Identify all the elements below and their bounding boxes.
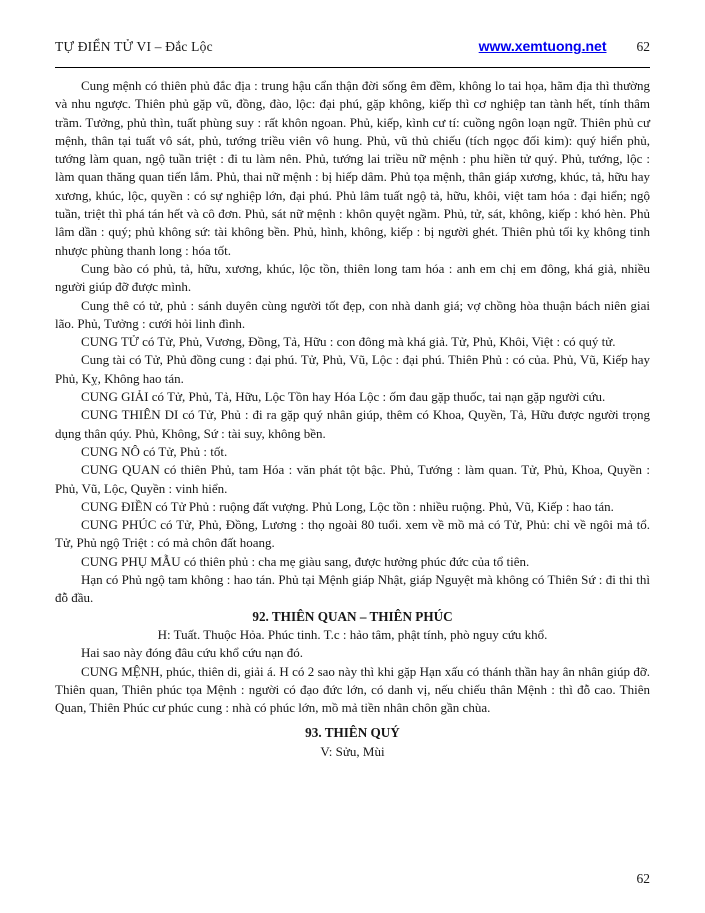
- paragraph-cung-phuc: CUNG PHÚC có Tử, Phủ, Đồng, Lương : thọ ngoài 80 tuổi. xem về mồ mả có Tử, Phủ: chỉ về ngôi mả tổ. Tử, Phủ ngộ Triệt : có mả chôn đất hoang.: [55, 517, 650, 551]
- paragraph-cung-tu: CUNG TỬ có Tử, Phủ, Vương, Đồng, Tả, Hữu : con đông mà khá giả. Tử, Phủ, Khôi, Việt : có quý tử.: [81, 334, 616, 350]
- paragraph-cung-menh: Cung mệnh có thiên phủ đắc địa : trung hậu cẩn thận đời sống êm đềm, không lo tai họa, hãm địa thì thường và nhu ngược. Thiên phủ gặp vũ, đồng, đào, lộc: đại phú, gặp không, kiếp thì cơ nghiệp tan tành hết, tính thâm trầm. Tưởng, phủ thìn, tuất phùng suy : rất khôn ngoan. Phủ, kiếp, kình cư tí: cuồng ngôn loạn ngữ. Thiên phủ cư mệnh, thân tại tuất vô sát, phủ, tướng triều viên vô hung. Phủ, vũ thủ chiếu (tích ngọc đối kim): quý hiển phủ, tướng làm quan, ngộ tuần triệt : đi tu làm nên. Phủ, tướng lai triều nữ mệnh : phu hiền tử quý. Phủ, tướng, lộc : làm quan thăng quan tiến lắm. Phủ, thai nữ mệnh : bị hiếp dâm. Phủ tọa mệnh, thân giáp xương, khúc, tả, hữu hay xương, khúc, lộc, quyền : có sự nghiệp lớn, đại phú. Phủ lâm tuất ngộ tả, hữu, khôi, việt tam hóa : đại hiển; ngộ tuần, triệt thì phá tán hết và cô đơn. Phủ, sát nữ mệnh : khôn quyệt ngầm. Phủ, tử, sát, không, kiếp : khó hèn. Phủ lâm dần : quý; phủ không sứ: tài không bền. Phủ, hình, không, kiếp : bị người ghét. Thiên phủ tối kỵ không tinh nhược phùng thanh long : hóa tốt.: [55, 78, 650, 258]
- section-93-heading: 93. THIÊN QUÝ: [305, 725, 400, 741]
- paragraph-cung-giai: CUNG GIẢI có Tử, Phủ, Tả, Hữu, Lộc Tồn hay Hóa Lộc : ốm đau gặp thuốc, tai nạn gặp người cứu.: [81, 389, 606, 405]
- paragraph-cung-the: Cung thê có tử, phủ : sánh duyên cùng người tốt đẹp, con nhà danh giá; vợ chồng hòa thuận bách niên giai lão. Phủ, Tưởng : cưới hỏi linh đình.: [55, 297, 650, 331]
- paragraph-cung-quan: CUNG QUAN có thiên Phủ, tam Hóa : văn phát tột bậc. Phủ, Tướng : làm quan. Tử, Phủ, Khoa, Quyền : Phủ, Vũ, Lộc, Quyền : vinh hiển.: [55, 462, 650, 496]
- paragraph-cung-no: CUNG NÔ có Tử, Phủ : tốt.: [81, 443, 228, 459]
- section-92-paragraph-cung-menh: CUNG MỆNH, phúc, thiên di, giải á. H có 2 sao này thì khi gặp Hạn xấu có thánh thần hay ân nhân giúp đỡ. Thiên quan, Thiên phúc tọa Mệnh : người có đạo đức lớn, có danh vị, nếu chiếu thân Mệnh : thì đỗ cao. Thiên Quan, Thiên Phúc cư phúc cung : nhà có phúc lớn, mồ mả tiền nhân chôn gần chùa.: [55, 663, 650, 716]
- paragraph-cung-phu-mau: CUNG PHỤ MẪU có thiên phủ : cha mẹ giàu sang, được hưởng phúc đức của tổ tiên.: [81, 553, 530, 569]
- footer-page-number: 62: [636, 871, 650, 886]
- paragraph-cung-dien: CUNG ĐIỀN có Tử Phủ : ruộng đất vượng. Phủ Long, Lộc tồn : nhiều ruộng. Phủ, Vũ, Kiếp : hao tán.: [81, 498, 614, 514]
- section-92-heading: 92. THIÊN QUAN – THIÊN PHÚC: [252, 608, 453, 624]
- header-page-number: 62: [636, 39, 650, 54]
- document-title: TỰ ĐIỂN TỬ VI – Đắc Lộc: [55, 39, 213, 54]
- section-92-subline: H: Tuất. Thuộc Hỏa. Phúc tinh. T.c : hảo tâm, phật tính, phò nguy cứu khổ.: [157, 626, 548, 642]
- paragraph-cung-bao: Cung bào có phủ, tả, hữu, xương, khúc, lộc tồn, thiên long tam hóa : anh em chị em đông, khá giả, nhiều người giúp đỡ được mình.: [55, 260, 650, 295]
- header-divider: [55, 67, 650, 68]
- paragraph-han: Hạn có Phủ ngộ tam không : hao tán. Phủ tại Mệnh giáp Nhật, giáp Nguyệt mà không có Thiên Sứ : đi thi thì đỗ đầu.: [55, 572, 650, 606]
- section-92-paragraph-intro: Hai sao này đóng đâu cứu khổ cứu nạn đó.: [81, 645, 304, 661]
- website-link[interactable]: www.xemtuong.net: [478, 38, 607, 54]
- header-right-group: [479, 38, 650, 55]
- paragraph-cung-thien-di: CUNG THIÊN DI có Tử, Phủ : đi ra gặp quý nhân giúp, thêm có Khoa, Quyền, Tả, Hữu được người trọng dụng thân qúy. Phủ, Không, Sứ : tài suy, không bền.: [55, 407, 650, 441]
- page-header: [55, 38, 650, 55]
- paragraph-cung-tai: Cung tài có Tử, Phủ đồng cung : đại phú. Tử, Phủ, Vũ, Lộc : đại phú. Thiên Phủ : có của. Phủ, Vũ, Kiếp hay Phủ, Kỵ, Không hao tán.: [55, 352, 650, 386]
- document-body: [55, 77, 650, 761]
- section-93-subline: V: Sửu, Mùi: [320, 743, 385, 759]
